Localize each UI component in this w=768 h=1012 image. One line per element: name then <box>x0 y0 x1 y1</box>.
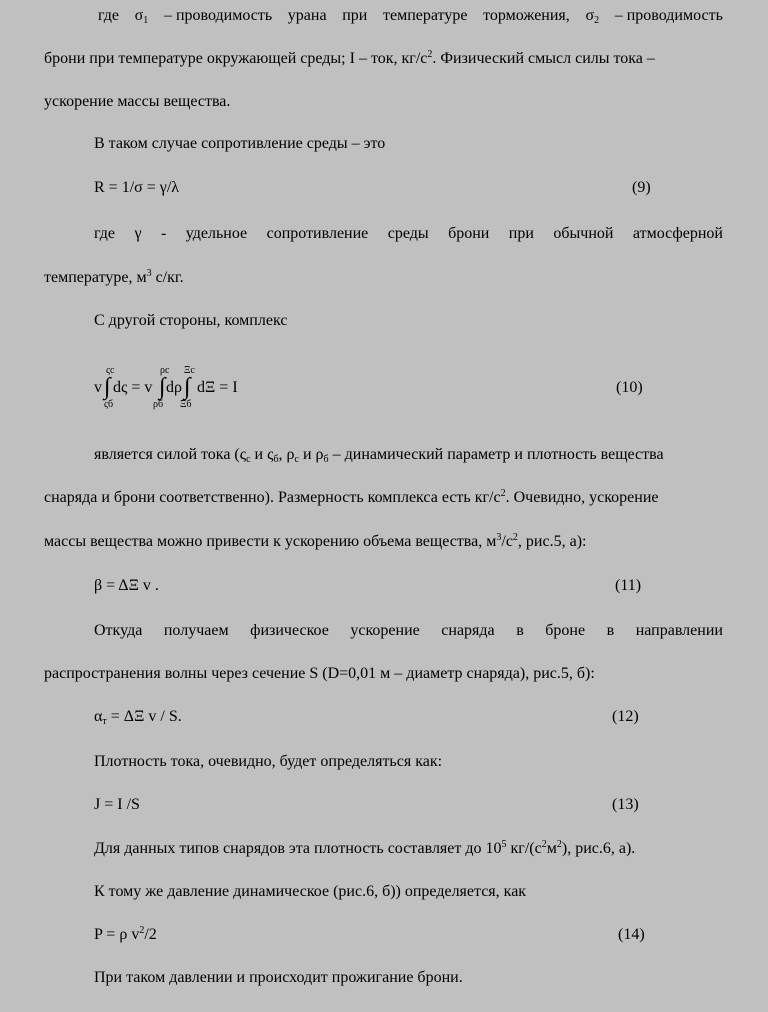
word: где <box>98 7 120 24</box>
eq10-part-1: dς = v <box>113 379 153 396</box>
equation-13-number: (13) <box>612 796 639 813</box>
word: – проводимость <box>614 7 723 24</box>
paragraph-9: К тому же давление динамическое (рис.6, б)) определяется, как <box>94 883 527 900</box>
integral-2-sign: ∫ <box>159 374 166 400</box>
integral-2-upper: ρс <box>160 365 170 376</box>
word: температуре <box>382 7 468 24</box>
paragraph-10: При таком давлении и происходит прожигание брони. <box>94 969 463 986</box>
integral-1-lower: ςб <box>104 399 114 410</box>
paragraph-1-line-1 <box>98 6 723 26</box>
paragraph-3-line-2: температуре, $м^3$ с/кг. <box>44 268 184 286</box>
equation-12: $\alpha_т = \Delta\Xi$ v / S. <box>94 708 182 727</box>
paragraph-5-line-1: является силой тока ($\varsigma_с$ и $\varsigma_б$, $\rho_с$ и $\rho_б$ – динамический параметр и плотность вещества <box>94 446 664 465</box>
paragraph-5-line-3: массы вещества можно привести к ускорению объема вещества, $м^3/с^2$, рис.5, а): <box>44 532 587 550</box>
equation-14-number: (14) <box>618 926 645 943</box>
equation-11: β = ΔΞ v . <box>94 577 159 594</box>
paragraph-1-line-3: ускорение массы вещества. <box>44 93 231 110</box>
equation-10-number: (10) <box>616 379 643 396</box>
integral-1-sign: ∫ <box>104 374 111 400</box>
integral-3-sign: ∫ <box>184 374 191 400</box>
paragraph-7: Плотность тока, очевидно, будет определяться как: <box>94 753 443 770</box>
integral-3-upper: Ξс <box>184 365 195 376</box>
paragraph-3-line-1: где γ - удельное сопротивление среды брони при обычной атмосферной <box>94 225 723 242</box>
integral-2-lower: ρб <box>153 399 164 410</box>
eq10-part-2: dρ <box>166 379 182 396</box>
equation-9-number: (9) <box>632 179 651 196</box>
integral-1-upper: ςс <box>106 365 115 376</box>
equation-13: J = I /S <box>94 796 140 813</box>
equation-9: R = 1/σ = γ/λ <box>94 179 180 196</box>
paragraph-5-line-2: снаряда и брони соответственно). Размерность комплекса есть $кг/с^2$. Очевидно, ускорение <box>44 488 659 506</box>
word: – проводимость <box>163 7 273 24</box>
paragraph-6-line-1: Откуда получаем физическое ускорение снаряда в броне в направлении <box>94 622 723 639</box>
equation-14: P = ρ $v^2/2$ <box>94 925 157 943</box>
paragraph-4: С другой стороны, комплекс <box>94 312 288 329</box>
eq10-part-3: dΞ = I <box>197 379 238 396</box>
paragraph-1-line-2: брони при температуре окружающей среды; I – ток, $кг/с^2$. Физический смысл силы тока – <box>44 49 655 67</box>
word: при <box>342 7 368 24</box>
paragraph-2: В таком случае сопротивление среды – это <box>94 135 386 152</box>
word: урана <box>287 7 327 24</box>
integral-3-lower: Ξб <box>180 399 192 410</box>
eq10-v: v <box>94 379 102 396</box>
paragraph-6-line-2: распространения волны через сечение S (D=0,01 м – диаметр снаряда), рис.5, б): <box>44 665 595 682</box>
sigma-1: $\sigma_1$ <box>134 7 149 26</box>
paragraph-8: Для данных типов снарядов эта плотность составляет до $10^5$ $кг/(с^2м^2)$, рис.6, а). <box>94 839 636 857</box>
equation-11-number: (11) <box>615 577 642 594</box>
sigma-2: $\sigma_2$ <box>585 7 600 26</box>
equation-12-number: (12) <box>612 708 639 725</box>
word: торможения, <box>483 7 570 24</box>
